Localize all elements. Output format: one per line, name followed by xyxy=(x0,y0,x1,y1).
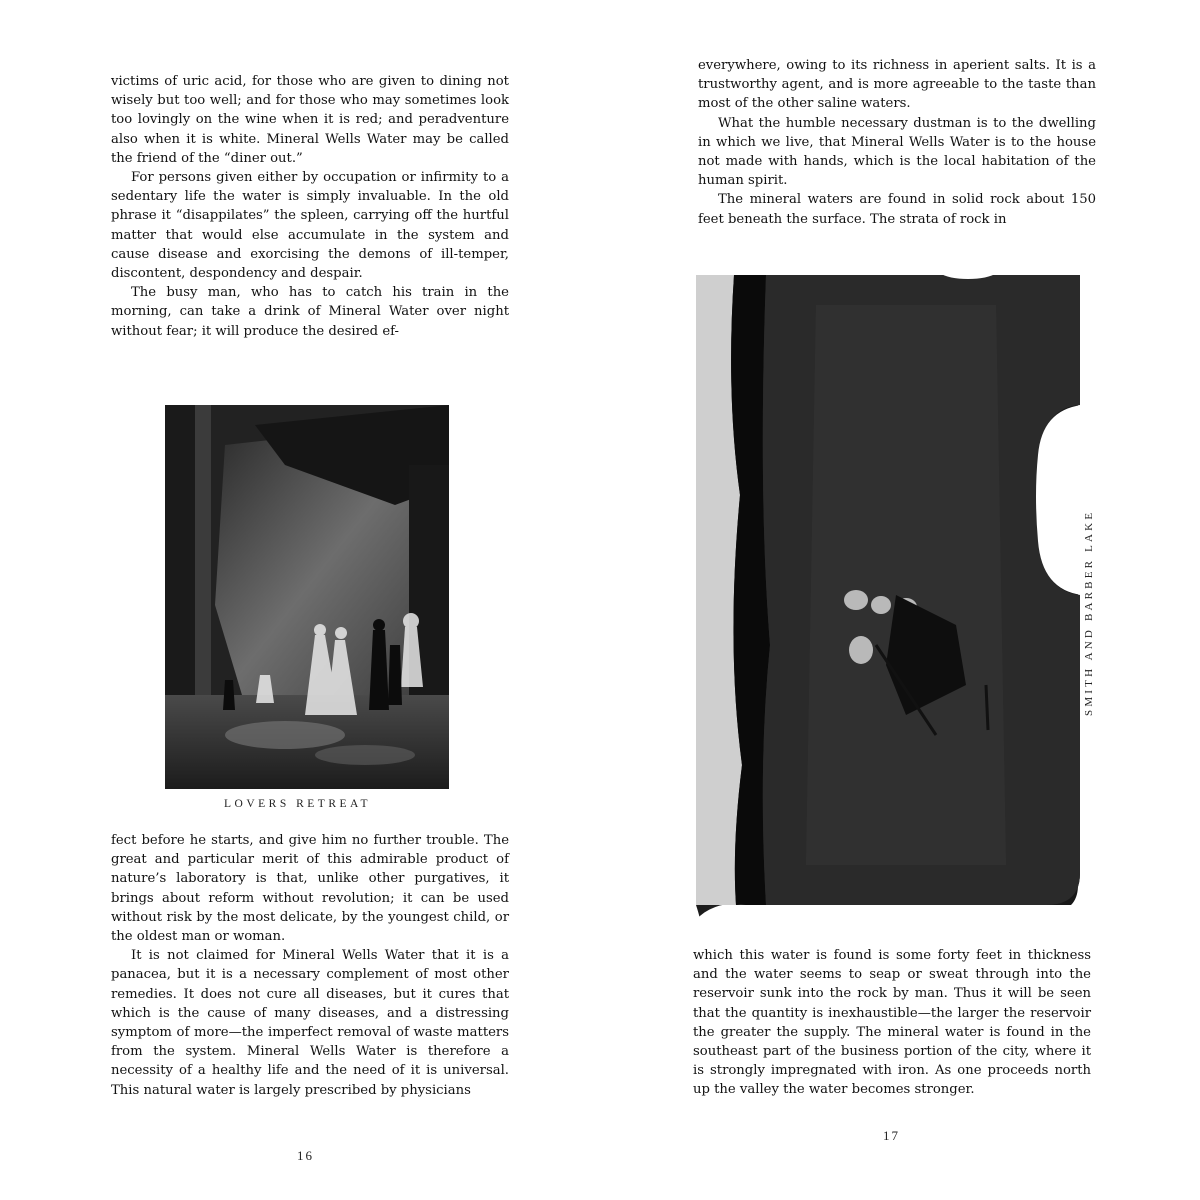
lovers-retreat-photo xyxy=(165,405,449,789)
right-page xyxy=(600,0,1200,1200)
lake-image xyxy=(696,245,1082,935)
page-number: 16 xyxy=(297,1148,314,1163)
paragraph: victims of uric acid, for those who are given to dining not wisely but too well; and for those who may sometimes look too lovingly on the wine when it is red; and peradventure also when it is white. Mineral Wells Water may be called the friend of the “diner out.” xyxy=(111,74,509,166)
paragraph: The busy man, who has to catch his train in the morning, can take a drink of Mineral Water over night without fear; it will produce the desired ef- xyxy=(111,285,509,339)
paragraph: For persons given either by occupation or infirmity to a sedentary life the water is simply invaluable. In the old phrase it “disappilates” the spleen, carrying off the hurtful matter that would else accumulate in the system and cause disease and exorcising the demons of ill-temper, discontent, despondency and despair. xyxy=(111,170,509,282)
vertical-photo-caption: SMITH AND BARBER LAKE xyxy=(1083,509,1095,716)
paragraph: It is not claimed for Mineral Wells Water that it is a panacea, but it is a necessary complement of most other remedies. It does not cure all diseases, but it cures that which is the cause of many diseases, and a distressing symptom of more—the imperfect removal of waste matters from the system. Mineral Wells Water is therefore a necessity of a healthy life and the need of it is universal. This natural water is largely prescribed by physicians xyxy=(111,948,509,1098)
lovers-retreat-image xyxy=(165,405,449,789)
left-top-text xyxy=(111,72,509,341)
paragraph: everywhere, owing to its richness in aperient salts. It is a trustworthy agent, and is more agreeable to the taste than most of the other saline waters. xyxy=(698,58,1096,112)
paragraph: The mineral waters are found in solid rock about 150 feet beneath the surface. The strata of rock in xyxy=(698,192,1096,227)
paragraph: which this water is found is some forty feet in thickness and the water seems to seap or sweat through into the reservoir sunk into the rock by man. Thus it will be seen that the quantity is inexhaustible—the larger the reservoir the greater the supply. The mineral water is found in the southeast part of the business portion of the city, where it is strongly impregnated with iron. As one proceeds north up the valley the water becomes stronger. xyxy=(693,948,1091,1098)
right-top-text xyxy=(698,56,1096,229)
paragraph: fect before he starts, and give him no further trouble. The great and particular merit of this admirable product of nature’s laboratory is that, unlike other purgatives, it brings about reform without revolution; it can be used without risk by the most delicate, by the youngest child, or the oldest man or woman. xyxy=(111,833,509,945)
smith-and-barber-lake-photo xyxy=(696,245,1082,935)
right-bottom-text xyxy=(693,946,1091,1100)
photo-caption: LOVERS RETREAT xyxy=(224,798,372,810)
paragraph: What the humble necessary dustman is to the dwelling in which we live, that Mineral Wells Water is to the house not made with hands, which is the local habitation of the human spirit. xyxy=(698,115,1096,189)
left-bottom-text xyxy=(111,831,509,1100)
page-number: 17 xyxy=(883,1128,900,1143)
